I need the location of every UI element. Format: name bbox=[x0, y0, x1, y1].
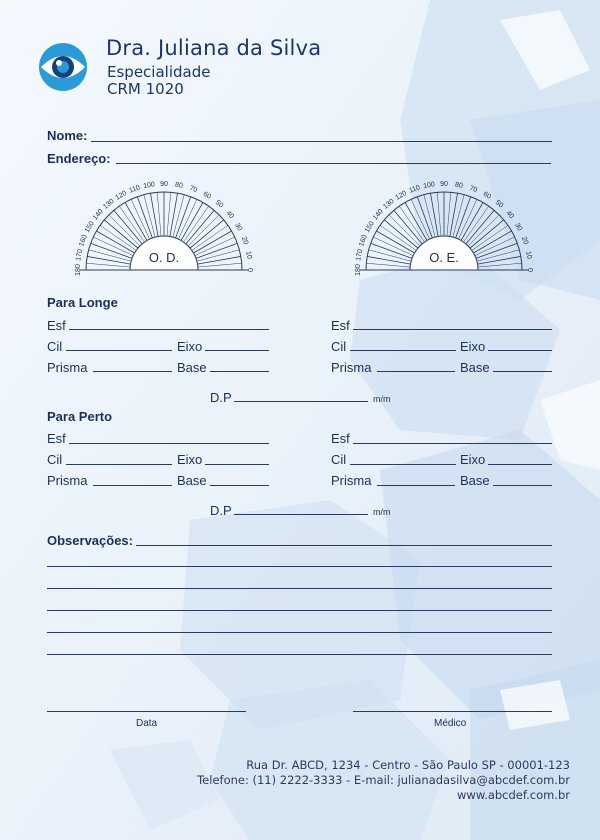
protractor-right-tick bbox=[170, 193, 178, 236]
protractor-left-tick bbox=[478, 263, 522, 267]
near-left-esf-field[interactable] bbox=[353, 443, 552, 444]
protractor-right-tick-label: 170 bbox=[75, 248, 85, 262]
protractor-left-tick bbox=[384, 220, 418, 248]
protractor-right-tick-label: 70 bbox=[188, 184, 199, 195]
protractor-left-eye bbox=[344, 180, 544, 280]
protractor-left-tick-label: 70 bbox=[468, 184, 479, 195]
far-right-cil-label: Cil bbox=[47, 339, 63, 354]
observations-line[interactable] bbox=[47, 632, 552, 633]
far-left-cil-label: Cil bbox=[331, 339, 347, 354]
protractor-left-tick-label: 10 bbox=[524, 250, 533, 260]
far-right-eixo-field[interactable] bbox=[205, 350, 269, 351]
protractor-right-tick bbox=[192, 225, 228, 250]
protractor-left-tick-label: 120 bbox=[394, 189, 408, 202]
name-label: Nome: bbox=[47, 128, 88, 143]
protractor-right-tick-label: 100 bbox=[142, 181, 156, 191]
crm-number: CRM 1020 bbox=[107, 80, 184, 98]
address-field[interactable] bbox=[116, 163, 551, 164]
protractor-left-tick bbox=[464, 206, 489, 242]
date-label: Data bbox=[136, 718, 158, 729]
protractor-right-tick bbox=[190, 220, 224, 248]
protractor-right-tick bbox=[198, 263, 242, 267]
protractor-right-tick-label: 120 bbox=[114, 189, 128, 202]
protractor-right-tick-label: 140 bbox=[91, 208, 105, 222]
footer-website: www.abcdef.com.br bbox=[457, 788, 570, 802]
far-right-base-label: Base bbox=[177, 360, 207, 375]
protractor-right-tick bbox=[184, 206, 209, 242]
near-left-eixo-label: Eixo bbox=[460, 452, 486, 467]
protractor-left-tick-label: 40 bbox=[504, 209, 515, 221]
far-dp-field[interactable] bbox=[234, 401, 368, 402]
near-right-cil-field[interactable] bbox=[66, 464, 172, 465]
protractor-left-tick bbox=[472, 225, 508, 250]
protractor-left-tick-label: 0 bbox=[526, 268, 534, 272]
protractor-right-tick bbox=[125, 202, 147, 240]
protractor-left-tick bbox=[473, 231, 511, 253]
protractor-right-tick bbox=[114, 210, 142, 244]
protractor-right-tick-label: 80 bbox=[174, 181, 184, 190]
protractor-right-tick bbox=[193, 231, 231, 253]
eye-logo-icon bbox=[38, 42, 88, 92]
protractor-right-tick bbox=[181, 202, 203, 240]
protractor-left-tick-label: 110 bbox=[408, 184, 422, 195]
protractor-right-tick-label: 50 bbox=[213, 199, 225, 210]
protractor-right-tick bbox=[87, 256, 130, 264]
protractor-right-tick-label: 160 bbox=[78, 234, 89, 248]
far-left-cil-field[interactable] bbox=[350, 350, 456, 351]
protractor-left-tick-label: 170 bbox=[355, 248, 365, 262]
protractor-left-tick-label: 130 bbox=[382, 197, 396, 211]
near-left-prisma-field[interactable] bbox=[377, 485, 455, 486]
far-left-esf-label: Esf bbox=[331, 318, 350, 333]
far-left-eixo-field[interactable] bbox=[488, 350, 552, 351]
near-right-prisma-field[interactable] bbox=[93, 485, 172, 486]
protractor-left-tick bbox=[367, 256, 410, 264]
protractor-left-tick bbox=[447, 192, 451, 236]
protractor-right-tick bbox=[119, 206, 144, 242]
protractor-left-tick-label: 100 bbox=[422, 181, 436, 191]
far-right-esf-label: Esf bbox=[47, 318, 66, 333]
footer-contact: Telefone: (11) 2222-3333 - E-mail: julianadasilva@abcdef.com.br bbox=[197, 773, 570, 787]
far-left-base-field[interactable] bbox=[493, 371, 552, 372]
far-right-cil-field[interactable] bbox=[66, 350, 172, 351]
observations-line[interactable] bbox=[47, 654, 552, 655]
observations-line[interactable] bbox=[47, 610, 552, 611]
far-right-prisma-field[interactable] bbox=[93, 371, 172, 372]
far-right-base-field[interactable] bbox=[210, 371, 269, 372]
near-left-cil-field[interactable] bbox=[350, 464, 456, 465]
protractor-right-tick bbox=[96, 231, 134, 253]
near-right-eixo-label: Eixo bbox=[177, 452, 203, 467]
near-right-prisma-label: Prisma bbox=[47, 473, 88, 488]
protractor-right-tick-label: 180 bbox=[74, 264, 82, 276]
near-left-cil-label: Cil bbox=[331, 452, 347, 467]
protractor-left-eye-label: O. E. bbox=[429, 250, 459, 265]
near-left-base-field[interactable] bbox=[493, 485, 552, 486]
specialty: Especialidade bbox=[107, 63, 211, 81]
protractor-left-tick bbox=[437, 192, 441, 236]
name-field[interactable] bbox=[91, 141, 552, 142]
protractor-right-tick-label: 150 bbox=[83, 220, 96, 234]
observations-label: Observações: bbox=[47, 533, 133, 548]
protractor-left-tick bbox=[466, 210, 494, 244]
protractor-right-tick bbox=[104, 220, 138, 248]
protractor-left-tick-label: 140 bbox=[371, 208, 385, 222]
protractor-right-tick bbox=[167, 192, 171, 236]
near-left-eixo-field[interactable] bbox=[488, 464, 552, 465]
far-dp-unit: m/m bbox=[373, 394, 391, 404]
protractor-left-tick-label: 150 bbox=[363, 220, 376, 234]
protractor-left-tick-label: 180 bbox=[354, 264, 362, 276]
near-right-base-field[interactable] bbox=[210, 485, 269, 486]
protractor-right-tick bbox=[157, 192, 161, 236]
near-dp-unit: m/m bbox=[373, 507, 391, 517]
far-left-eixo-label: Eixo bbox=[460, 339, 486, 354]
protractor-left-tick bbox=[477, 256, 520, 264]
protractor-right-tick-label: 10 bbox=[244, 250, 253, 260]
observations-line[interactable] bbox=[47, 566, 552, 567]
protractor-right-tick-label: 130 bbox=[102, 197, 116, 211]
footer-address: Rua Dr. ABCD, 1234 - Centro - São Paulo SP - 00001-123 bbox=[246, 758, 570, 772]
doctor-label: Médico bbox=[434, 718, 467, 729]
protractor-right-tick bbox=[186, 210, 214, 244]
near-dp-field[interactable] bbox=[234, 514, 368, 515]
doctor-name: Dra. Juliana da Silva bbox=[106, 36, 322, 60]
near-section-title: Para Perto bbox=[47, 409, 113, 424]
near-right-esf-label: Esf bbox=[47, 431, 66, 446]
protractor-right-tick bbox=[197, 256, 240, 264]
protractor-left-tick bbox=[461, 202, 483, 240]
protractor-right-tick-label: 0 bbox=[246, 268, 254, 272]
protractor-right-tick-label: 40 bbox=[224, 209, 235, 221]
far-right-esf-field[interactable] bbox=[69, 329, 269, 330]
protractor-left-tick-label: 30 bbox=[513, 222, 524, 233]
protractor-right-tick bbox=[150, 193, 158, 236]
far-right-eixo-label: Eixo bbox=[177, 339, 203, 354]
protractor-left-tick-label: 50 bbox=[493, 199, 505, 210]
protractor-right-tick-label: 30 bbox=[233, 222, 244, 233]
protractor-left-tick-label: 80 bbox=[454, 181, 464, 190]
near-dp-label: D.P bbox=[210, 503, 232, 518]
near-right-base-label: Base bbox=[177, 473, 207, 488]
address-label: Endereço: bbox=[47, 151, 111, 166]
protractor-left-tick bbox=[394, 210, 422, 244]
protractor-left-tick bbox=[450, 193, 458, 236]
date-signature-line[interactable] bbox=[47, 711, 246, 712]
protractor-right-tick-label: 110 bbox=[128, 184, 142, 195]
far-section-title: Para Longe bbox=[47, 295, 118, 310]
near-right-eixo-field[interactable] bbox=[205, 464, 269, 465]
protractor-left-tick bbox=[380, 225, 416, 250]
protractor-left-tick-label: 20 bbox=[519, 235, 530, 246]
protractor-left-tick bbox=[405, 202, 427, 240]
observations-line[interactable] bbox=[136, 545, 552, 546]
protractor-left-tick-label: 60 bbox=[481, 190, 492, 201]
protractor-right-eye-label: O. D. bbox=[148, 250, 180, 265]
protractor-left-tick bbox=[470, 220, 504, 248]
near-left-esf-label: Esf bbox=[331, 431, 350, 446]
far-left-prisma-field[interactable] bbox=[377, 371, 455, 372]
doctor-signature-line[interactable] bbox=[353, 711, 552, 712]
protractor-left-tick bbox=[376, 231, 414, 253]
far-left-esf-field[interactable] bbox=[353, 329, 552, 330]
protractor-right-eye bbox=[64, 180, 264, 280]
protractor-right-tick-label: 60 bbox=[201, 190, 212, 201]
protractor-right-tick-label: 20 bbox=[239, 235, 250, 246]
protractor-right-tick-label: 90 bbox=[160, 180, 168, 188]
protractor-left-tick bbox=[399, 206, 424, 242]
protractor-right-tick bbox=[100, 225, 136, 250]
near-left-prisma-label: Prisma bbox=[331, 473, 372, 488]
near-right-cil-label: Cil bbox=[47, 452, 63, 467]
protractor-right-tick bbox=[86, 263, 130, 267]
protractor-left-tick bbox=[366, 263, 410, 267]
near-right-esf-field[interactable] bbox=[69, 443, 269, 444]
protractor-left-tick-label: 90 bbox=[440, 180, 448, 188]
protractor-left-tick bbox=[430, 193, 438, 236]
far-left-prisma-label: Prisma bbox=[331, 360, 372, 375]
far-left-base-label: Base bbox=[460, 360, 490, 375]
protractor-left-tick-label: 160 bbox=[358, 234, 369, 248]
far-right-prisma-label: Prisma bbox=[47, 360, 88, 375]
far-dp-label: D.P bbox=[210, 390, 232, 405]
observations-line[interactable] bbox=[47, 588, 552, 589]
near-left-base-label: Base bbox=[460, 473, 490, 488]
